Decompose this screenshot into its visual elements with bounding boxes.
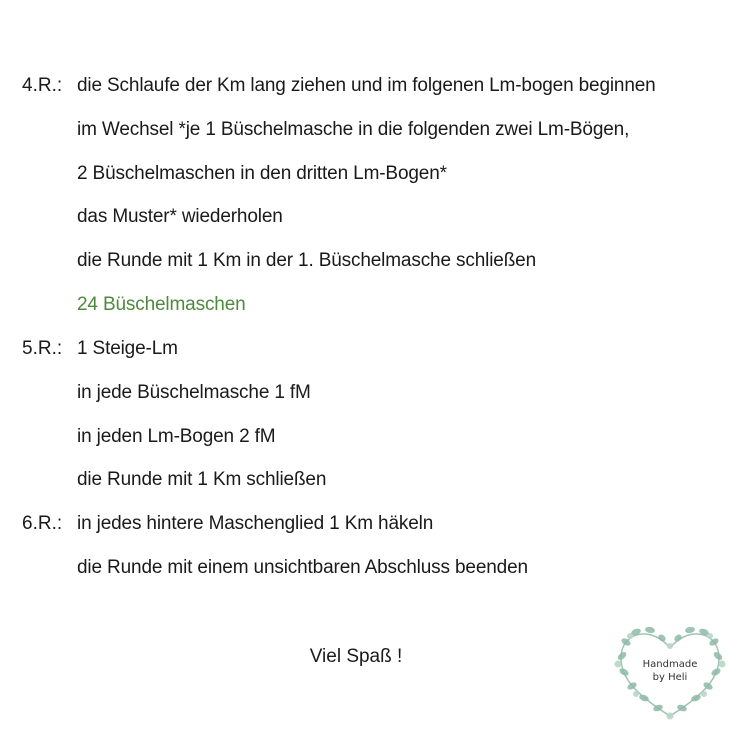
round-6-line-1: in jedes hintere Maschenglied 1 Km häkeln <box>77 513 434 534</box>
round-4-line-2: im Wechsel *je 1 Büschelmasche in die folgenden zwei Lm-Bögen, <box>77 119 630 140</box>
round-4-line-5: die Runde mit 1 Km in der 1. Büschelmasche schließen <box>77 250 536 271</box>
round-5-line-4: die Runde mit 1 Km schließen <box>77 469 327 490</box>
round-4-line-4: das Muster* wiederholen <box>77 206 283 227</box>
round-5-label: 5.R.: <box>22 338 63 359</box>
round-6-label: 6.R.: <box>22 513 63 534</box>
round-4-line-3: 2 Büschelmaschen in den dritten Lm-Bogen* <box>77 163 447 184</box>
round-6-line-2: die Runde mit einem unsichtbaren Abschluss beenden <box>77 557 528 578</box>
logo-line-1: Handmade <box>642 659 698 670</box>
round-4-line-1: die Schlaufe der Km lang ziehen und im folgenen Lm-bogen beginnen <box>77 75 656 96</box>
stitch-count: 24 Büschelmaschen <box>77 294 246 315</box>
round-5-line-3: in jeden Lm-Bogen 2 fM <box>77 426 276 447</box>
round-4-label: 4.R.: <box>22 75 63 96</box>
handmade-logo <box>608 616 732 726</box>
logo-line-2: by Heli <box>652 672 688 683</box>
closing-greeting: Viel Spaß ! <box>309 646 403 667</box>
round-5-line-1: 1 Steige-Lm <box>77 338 178 359</box>
round-5-line-2: in jede Büschelmasche 1 fM <box>77 382 311 403</box>
